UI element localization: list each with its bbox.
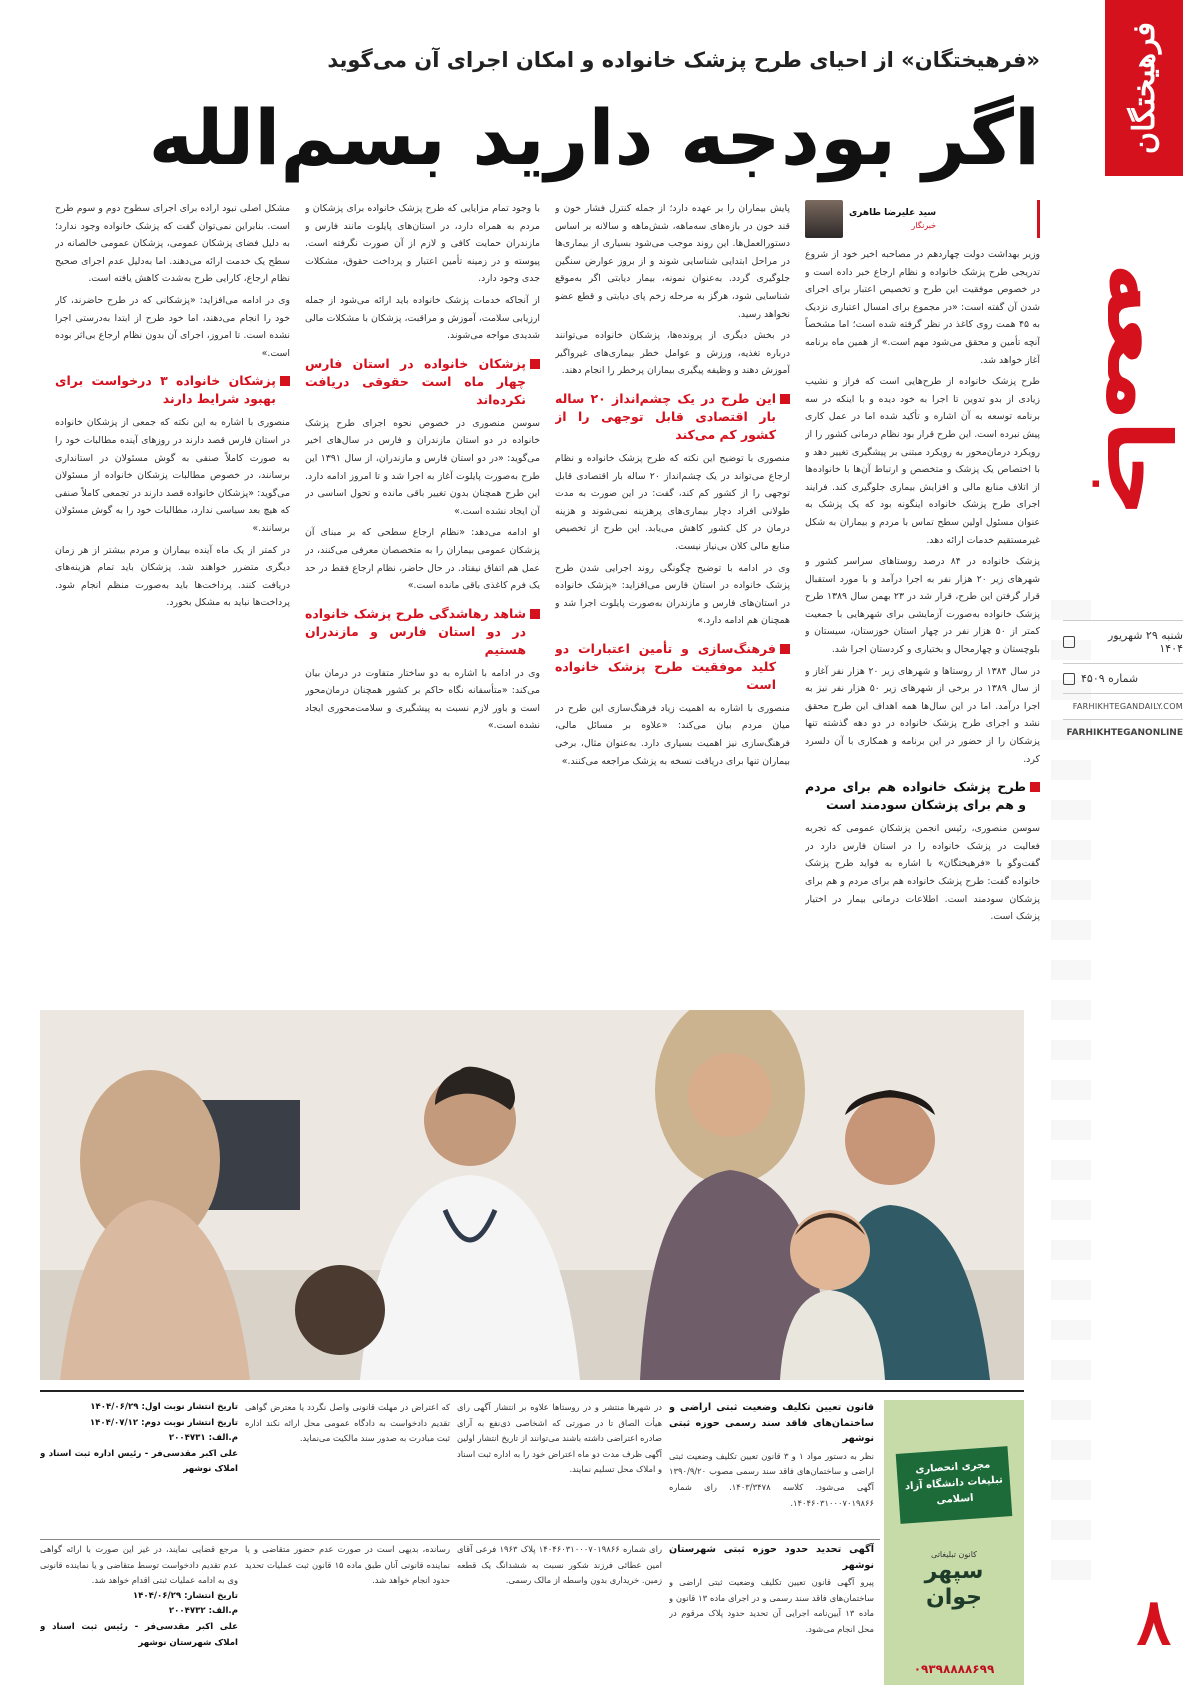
paragraph: وی در ادامه با اشاره به دو ساختار متفاوت در درمان بیان می‌کند: «متأسفانه نگاه حاکم بر کشور همچنان درمان‌محور است و باور لازم نسبت به پیشگیری و سلامت‌محوری ایجاد نشده است.» (305, 667, 540, 732)
author-name: سید علیرضا طاهری (849, 207, 937, 218)
legal-notice (669, 1542, 874, 1682)
notice-body: که اعتراض در مهلت قانونی واصل نگردد یا معترض گواهی تقدیم دادخواست به دادگاه عمومی محل ارائه نکند اداره ثبت مبادرت به صدور سند مالکیت می‌نماید. (245, 1402, 450, 1444)
notice-body: رای شماره ۱۴۰۴۶۰۳۱۰۰۰۷۰۱۹۸۶۶ پلاک ۱۹۶۳ فرعی آقای امین عطائی فرزند شکور نسبت به ششدانگ یک قطعه زمین. خریداری بدون واسطه از مالک رسمی. (457, 1544, 662, 1586)
notice-code: م.الف: ۲۰۰۴۷۳۲ (168, 1606, 238, 1617)
agency-label: کانون تبلیغاتی (931, 1550, 977, 1559)
paragraph: پزشک خانواده در ۸۴ درصد روستاهای سراسر کشور و شهرهای زیر ۲۰ هزار نفر به اجرا درآمد و با مورد استقبال قرار گرفتن این طرح، قرار شد در ۲۳ بهمن سال ۱۳۸۹ طرح پزشک خانواده به‌صورت آزمایشی برای شهرهایی با جمعیت کمتر از ۵۰ هزار نفر در چهار استان خوزستان، سیستان و بلوچستان و چهارمحال و بختیاری و کردستان اجرا شد. (805, 556, 1040, 656)
agency-brand (894, 1550, 1014, 1611)
website-link[interactable]: FARHIKHTEGANDAILY.COM (1063, 693, 1183, 711)
legal-notice (245, 1542, 450, 1682)
section-title-text: جامعه (1087, 263, 1190, 517)
notice-body: مرجع قضایی نمایند، در غیر این صورت با ارائه گواهی عدم تقدیم دادخواست توسط متقاضی و یا نماینده قانونی وی به ادامه عملیات ثبتی اقدام خواهد شد. (40, 1544, 238, 1586)
notice-title: قانون تعیین تکلیف وضعیت ثبتی اراضی و ساختمان‌های فاقد سند رسمی حوزه ثبتی نوشهر (669, 1402, 874, 1445)
paragraph: مشکل اصلی نبود اراده برای اجرای سطوح دوم و سوم طرح است. بنابراین نمی‌توان گفت که پزشک خانواده وجود ندارد؛ به دلیل فضای پزشکان عمومی، پزشکان عمومی خالصانه در سطح یک خدمت ارائه می‌دهند. اما به‌دلیل عدم اجرای صحیح نظام ارجاع، کارایی طرح به‌شدت کاهش یافته است. (55, 203, 290, 285)
agency-badge: مجری انحصاری تبلیغات دانشگاه آزاد اسلامی (896, 1446, 1013, 1524)
notice-title: آگهی تحدید حدود حوزه ثبتی شهرستان نوشهر (669, 1544, 874, 1571)
notice-signature: علی اکبر مقدسی‌فر - رئیس ثبت اسناد و املاک شهرستان نوشهر (40, 1621, 238, 1648)
author-text (849, 207, 936, 232)
paragraph: از آنجاکه خدمات پزشک خانواده باید ارائه می‌شود از جمله ارزیابی سلامت، آموزش و مراقبت، پزشکان با مشکلات مالی شدیدی مواجه می‌شوند. (305, 294, 540, 342)
article-body (40, 200, 1040, 1040)
subheading: طرح پزشک خانواده هم برای مردم و هم برای پزشکان سودمند است (805, 778, 1040, 814)
subheading: شاهد رهاشدگی طرح پزشک خانواده در دو استان فارس و مازندران هستیم (305, 605, 540, 659)
legal-notice (457, 1542, 662, 1682)
notice-code: م.الف: ۲۰۰۴۷۳۱ (168, 1433, 238, 1444)
issue-meta (1063, 620, 1183, 738)
subheading: فرهنگ‌سازی و تأمین اعتبارات دو کلید موفقیت طرح پزشک خانواده است (555, 640, 790, 694)
notice-body: در شهرها منتشر و در روستاها علاوه بر انتشار آگهی رای هیأت الصاق تا در صورتی که اشخاصی ذی‌نفع به آرای صادره اعتراضی داشته باشند می‌توانند از تاریخ انتشار اولین آگهی ظرف مدت دو ماه اعتراض خود را به اداره ثبت اسناد و املاک محل تسلیم نمایند. (457, 1402, 662, 1475)
legal-notice (245, 1400, 450, 1540)
publish-date-1: تاریخ انتشار نوبت اول: ۱۴۰۴/۰۶/۲۹ (90, 1402, 238, 1412)
newspaper-icon (1063, 673, 1075, 685)
agency-phone[interactable]: ۰۹۳۹۸۸۸۸۶۹۹ (913, 1662, 995, 1676)
legal-notice (669, 1400, 874, 1540)
headline: اگر بودجه دارید بسم‌الله (148, 93, 1040, 182)
paragraph: وی در ادامه با توضیح چگونگی روند اجرایی شدن طرح پزشک خانواده در استان فارس می‌افزاید: «پزشک خانواده در استان‌های فارس و مازندران به‌صورت پایلوت اجرا شد و همچنان هم ادامه دارد.» (555, 562, 790, 627)
notice-body: رسانده، بدیهی است در صورت عدم حضور متقاضی و یا نماینده قانونی آنان طبق ماده ۱۵ قانون ثبت عملیات تحدید حدود انجام خواهد شد. (245, 1544, 450, 1586)
subheading: پزشکان خانواده در استان فارس چهار ماه است حقوقی دریافت نکرده‌اند (305, 355, 540, 409)
notice-body: پیرو آگهی قانون تعیین تکلیف وضعیت ثبتی اراضی و ساختمان‌های فاقد سند رسمی و در اجرای ماده ۱۳ قانون و ماده ۱۳ آیین‌نامه اجرایی آن تحدید حدود پلاک مرقوم در محل انجام می‌شود. (669, 1577, 874, 1634)
author-avatar (805, 200, 843, 238)
paragraph: منصوری با اشاره به این نکته که جمعی از پزشکان خانواده در استان فارس قصد دارند در روزهای آینده مطالبات خود را به صورت کاملاً صنفی به گوش مسئولان در استانداری برسانند، در خصوص مطالبات پزشکان خانواده از مسئولان می‌گوید: «پزشکان خانواده قصد دارند در تجمعی کاملاً صنفی که هیچ بعد سیاسی ندارد، مطالبات خود را به گوش مسئولان برسانند.» (55, 417, 290, 534)
article-photo (40, 1010, 1024, 1380)
classified-ads (40, 1390, 1024, 1690)
masthead-rail (1049, 0, 1191, 1700)
paragraph: در سال ۱۳۸۴ از روستاها و شهرهای زیر ۲۰ هزار نفر آغاز و از سال ۱۳۸۹ در برخی از شهرهای زیر ۵۰ هزار نفر نیز به اجرا درآمد. اما در این سال‌ها همه اهداف این طرح محقق نشد و اجرای طرح پزشک خانواده در دو دهه گذشته تنها پزشکان را از حضور در این برنامه و همکاری با آن دلسرد کرد. (805, 665, 1040, 765)
column-4 (55, 200, 290, 616)
date-row (1063, 620, 1183, 655)
social-handle[interactable]: FARHIKHTEGANONLINE (1063, 719, 1183, 738)
newspaper-logo[interactable] (1105, 0, 1183, 176)
column-1 (805, 200, 1040, 930)
paragraph: پایش بیماران را بر عهده دارد؛ از جمله کنترل فشار خون و قند خون در بازه‌های سه‌ماهه، شش‌ماهه و سالانه بر اساس دستورالعمل‌ها. این روند موجب می‌شود بسیاری از بیماری‌ها در مراحل ابتدایی شناسایی شوند و از بروز عوارض سنگین جلوگیری گردد. به‌عنوان نمونه، بیمار دیابتی اگر به‌موقع شناسایی شود، هرگز به مرحله زخم پای دیابتی و قطع عضو نخواهد رسید. (555, 203, 790, 320)
notice-signature: علی اکبر مقدسی‌فر - رئیس اداره ثبت اسناد و املاک نوشهر (40, 1448, 238, 1475)
paragraph: وی در ادامه می‌افزاید: «پزشکانی که در طرح حاضرند، کار خود را انجام می‌دهند، اما خود طرح از ابتدا به‌درستی اجرا نشده است. تا امروز، اجرای آن بدون نظام ارجاع بی‌اثر بوده است.» (55, 294, 290, 359)
paragraph: او ادامه می‌دهد: «نظام ارجاع سطحی که بر مبنای آن پزشکان عمومی بیماران را به متخصصان معرفی می‌کنند، در عمل هم اتفاق نیفتاد. در حال حاضر، نظام ارجاع فقط در حد یک فرم کاغذی باقی مانده است.» (305, 527, 540, 592)
paragraph: منصوری با توضیح این نکته که طرح پزشک خانواده و نظام ارجاع می‌تواند در یک چشم‌انداز ۲۰ ساله بار اقتصادی قابل توجهی را از کشور کم کند، گفت: در این صورت به مدت طولانی افراد دچار بیماری‌های پرهزینه نمی‌شوند و هزینه درمان در کل کشور کاهش می‌یابد. این طرح از تخصیص منابع مالی کلان بی‌نیاز نیست. (555, 452, 790, 552)
paragraph: منصوری با اشاره به اهمیت زیاد فرهنگ‌سازی این طرح در میان مردم بیان می‌کند: «علاوه بر مسائل مالی، فرهنگ‌سازی نیز اهمیت بسیاری دارد. به‌عنوان مثال، برخی بیماران تنها برای دریافت نسخه به پزشک مراجعه می‌کنند.» (555, 702, 790, 767)
paragraph: سوسن منصوری، رئیس انجمن پزشکان عمومی که تجربه فعالیت در پزشک خانواده را در استان فارس دارد در گفت‌وگو با «فرهیختگان» با اشاره به فواید طرح پزشک خانواده گفت: طرح پزشک خانواده هم برای مردم و هم برای پزشکان سودمند است. اطلاعات درمانی بیمار در اختیار پزشک است. (805, 823, 1040, 923)
paragraph: در بخش دیگری از پرونده‌ها، پزشکان خانواده می‌توانند درباره تغذیه، ورزش و عوامل خطر بیماری‌های غیرواگیر آموزش دهند و وظیفه پیگیری بیماران پرخطر را انجام دهند. (555, 330, 790, 377)
paragraph: با وجود تمام مزایایی که طرح پزشک خانواده برای پزشکان و مردم به همراه دارد، در استان‌های پایلوت مانند فارس و مازندران حمایت کافی و لازم از آن صورت نگرفته است. پیوسته و در زمینه تأمین اعتبار و پرداخت حقوق، مشکلات جدی وجود دارد. (305, 203, 540, 285)
author-byline (805, 200, 1040, 238)
column-3 (305, 200, 540, 739)
decorative-strip (1051, 600, 1091, 1600)
legal-notice (40, 1542, 238, 1682)
page-number: ۸ (1136, 1585, 1171, 1660)
logo-text: فرهیختگان (1126, 22, 1162, 154)
publish-date-2: تاریخ انتشار نوبت دوم: ۱۴۰۴/۰۷/۱۲ (89, 1417, 238, 1428)
subheading: پزشکان خانواده ۳ درخواست برای بهبود شرایط دارند (55, 372, 290, 408)
notice-body: نظر به دستور مواد ۱ و ۳ قانون تعیین تکلیف وضعیت ثبتی اراضی و ساختمان‌های فاقد سند رسمی مصوب ۱۳۹۰/۹/۲۰ آگهی می‌شود. کلاسه ۱۴۰۳/۳۴۷۸. رای شماره ۱۴۰۴۶۰۳۱۰۰۰۷۰۱۹۸۶۶. (669, 1450, 874, 1508)
kicker: «فرهیختگان» از احیای طرح پزشک خانواده و امکان اجرای آن می‌گوید (327, 48, 1040, 72)
legal-notice (40, 1400, 238, 1540)
paragraph: در کمتر از یک ماه آینده بیماران و مردم بیشتر از هر زمان دیگری متضرر خواهند شد. پزشکان باید تمام هزینه‌های دریافت کنند. پرداخت‌ها باید به‌صورت منظم انجام شود. پرداخت‌ها نباید به مشکل بخورد. (55, 544, 290, 609)
agency-name: سپهر جوان (924, 1559, 984, 1610)
subheading: این طرح در یک چشم‌انداز ۲۰ ساله بار اقتصادی قابل توجهی را از کشور کم می‌کند (555, 390, 790, 444)
paragraph: وزیر بهداشت دولت چهاردهم در مصاحبه اخیر خود از شروع تدریجی طرح پزشک خانواده و نظام ارجاع خبر داده است و در خصوص موفقیت این طرح و تخصیص اعتبار برای اجرای شدن آن گفته است: «در مجموع برای امسال اعتباری نزدیک به ۴۵ همت روی کاغذ در نظر گرفته شده است؛ اما مشخصاً آنچه تأمین و محقق می‌شود مهم است.» از همین ماه برنامه آغاز خواهد شد. (805, 249, 1040, 366)
publish-date: تاریخ انتشار: ۱۴۰۴/۰۶/۲۹ (132, 1590, 238, 1601)
date-text: شنبه ۲۹ شهریور ۱۴۰۴ (1108, 629, 1183, 655)
author-role: خبرنگار (911, 220, 937, 230)
section-title (1087, 240, 1190, 540)
legal-notice (457, 1400, 662, 1540)
column-2 (555, 200, 790, 774)
calendar-icon (1063, 636, 1075, 648)
issue-text: شماره ۴۵۰۹ (1081, 672, 1139, 685)
agency-advert[interactable] (884, 1400, 1024, 1685)
paragraph: طرح پزشک خانواده از طرح‌هایی است که فراز و نشیب زیادی از بدو تدوین تا اجرا به خود دیده و با اینکه در سه برنامه توسعه به آن اشاره و تأکید شده اما در عمل کاری پیش نبرده است. این طرح قرار بود نظام درمانی کشور را از رویکرد درمان‌محور به رویکرد مبتنی بر پیشگیری تغییر دهد و با اختصاص یک پزشک و متخصص و ارتباط آن‌ها با خانواده‌ها از اتلاف منابع مالی و افزایش بیماری جلوگیری کند. فرایند اجرای طرح پزشک خانواده اینگونه بود که یک پزشک به عنوان مسئول اولین سطح تماس با مردم و بیماران به شکل غیرمستقیم خدمات ارائه دهد. (805, 376, 1040, 546)
family-doctor-illustration (40, 1010, 1024, 1380)
paragraph: سوسن منصوری در خصوص نحوه اجرای طرح پزشک خانواده در دو استان مازندران و فارس در سال‌های اخیر می‌گوید: «در دو استان فارس و مازندران، از سال ۱۳۹۱ این طرح به‌صورت پایلوت آغاز به اجرا شد و تا امروز ادامه دارد. این طرح همچنان بدون تغییر باقی مانده و تحول اساسی در آن ایجاد نشده است.» (305, 417, 540, 517)
issue-row (1063, 663, 1183, 685)
